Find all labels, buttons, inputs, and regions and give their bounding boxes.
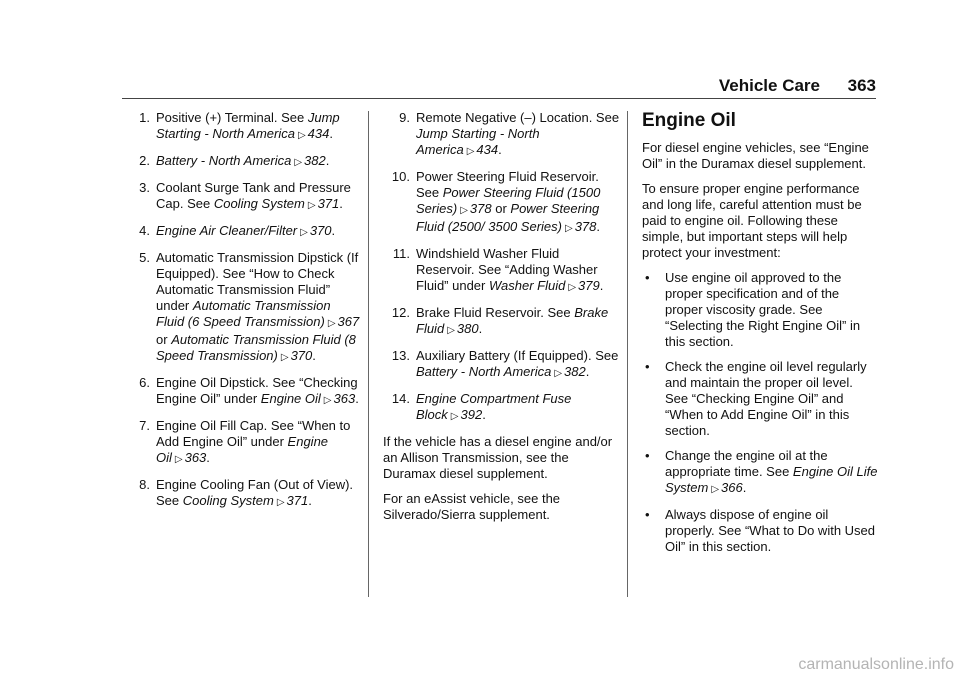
item-number: 10.	[391, 169, 410, 184]
item-text-plain: Engine Cooling Fan (Out of View). See	[156, 477, 354, 508]
item-number: 2.	[139, 153, 150, 168]
item-text	[156, 223, 360, 241]
item-text-plain: or	[156, 332, 168, 347]
header-rule	[122, 98, 876, 99]
item-text	[416, 391, 621, 425]
bullet-item	[642, 448, 878, 498]
item-text	[156, 477, 360, 511]
page-ref-arrow-icon: ▷	[450, 411, 459, 422]
page-ref-arrow-icon: ▷	[300, 227, 308, 238]
xref-page[interactable]: 379	[578, 278, 600, 293]
list-item-12	[383, 305, 621, 339]
item-text-plain: Positive (+) Terminal. See	[156, 110, 305, 125]
item-text	[156, 180, 360, 214]
xref-page[interactable]: 371	[317, 196, 340, 211]
list-item-14	[383, 391, 621, 425]
item-text-plain: Engine Oil Fill Cap. See “When to Add Engine Oil” under	[156, 418, 351, 449]
xref-link[interactable]: Power Steering Fluid (2500/ 3500 Series)	[416, 201, 600, 234]
list-item-6	[128, 375, 360, 409]
eassist-note-paragraph: For an eAssist vehicle, see the Silverado/Sierra supplement.	[383, 491, 561, 522]
item-text-plain: Change the engine oil at the appropriate time. See	[665, 448, 828, 479]
item-text-plain: .	[482, 407, 486, 422]
item-number: 3.	[139, 180, 150, 195]
xref-page[interactable]: 363	[184, 450, 207, 465]
item-text-plain: Automatic Transmission Dipstick (If Equipped). See “How to Check Automatic Transmission Fluid” under	[156, 250, 359, 313]
column-divider-1	[368, 111, 369, 597]
bullet-text: Use engine oil approved to the proper specification and of the proper viscosity grade. See “Selecting the Right Engine Oil” in this section.	[665, 270, 861, 349]
xref-link[interactable]: Engine Air Cleaner/Filter	[156, 223, 298, 238]
item-text-plain: Brake Fluid Reservoir. See	[416, 305, 571, 320]
list-item-7	[128, 418, 360, 468]
page-ref-arrow-icon: ▷	[711, 484, 720, 495]
xref-link[interactable]: Jump Starting - North America	[156, 110, 340, 141]
item-text	[416, 348, 621, 382]
item-number: 13.	[391, 348, 410, 363]
page-header-title: Vehicle Care	[718, 76, 820, 95]
item-number: 12.	[391, 305, 410, 320]
xref-link[interactable]: Automatic Transmission Fluid (6 Speed Transmission)	[156, 298, 331, 329]
column-divider-2	[627, 111, 628, 597]
item-text-plain: .	[312, 348, 316, 363]
item-text	[156, 110, 360, 144]
page-ref-arrow-icon: ▷	[460, 205, 468, 216]
item-number: 7.	[139, 418, 150, 433]
item-text	[156, 375, 360, 409]
list-item-11	[383, 246, 621, 296]
watermark: carmanualsonline.info	[798, 656, 954, 673]
xref-link[interactable]: Engine Oil	[156, 434, 329, 465]
bullet-item	[642, 359, 878, 439]
bullet-item	[642, 507, 878, 555]
item-text-plain: Windshield Washer Fluid Reservoir. See “Adding Washer Fluid” under	[416, 246, 598, 293]
xref-link[interactable]: Washer Fluid	[489, 278, 566, 293]
item-text	[156, 418, 360, 468]
list-item-3	[128, 180, 360, 214]
page-ref-arrow-icon: ▷	[466, 146, 475, 157]
item-number: 1.	[139, 110, 150, 125]
xref-page[interactable]: 434	[476, 142, 499, 157]
page-ref-arrow-icon: ▷	[323, 395, 332, 406]
xref-link[interactable]: Cooling System	[213, 196, 305, 211]
item-text	[156, 153, 360, 171]
xref-link[interactable]: Engine Oil Life System	[665, 464, 878, 495]
page-ref-arrow-icon: ▷	[447, 325, 455, 336]
item-number: 5.	[139, 250, 150, 265]
item-text-plain: .	[742, 480, 747, 495]
column-2	[383, 110, 621, 532]
item-text-plain: .	[596, 219, 601, 234]
list-item-13	[383, 348, 621, 382]
xref-page[interactable]: 382	[564, 364, 586, 379]
item-text	[156, 250, 360, 366]
item-text-plain: Auxiliary Battery (If Equipped). See	[416, 348, 619, 363]
page-number: 363	[847, 76, 876, 95]
item-text-plain: Remote Negative (–) Location. See	[416, 110, 620, 125]
item-text-plain: .	[599, 278, 604, 293]
item-number: 6.	[139, 375, 150, 390]
page-ref-arrow-icon: ▷	[327, 318, 336, 329]
xref-link[interactable]: Battery - North America	[156, 153, 292, 168]
item-text-plain: .	[585, 364, 590, 379]
page-ref-arrow-icon: ▷	[174, 454, 183, 465]
page-ref-arrow-icon: ▷	[554, 368, 563, 379]
xref-link[interactable]: Cooling System	[182, 493, 274, 508]
xref-link[interactable]: Power Steering Fluid (1500 Series)	[416, 185, 601, 216]
item-text-plain: .	[206, 450, 210, 465]
list-item-1	[128, 110, 360, 144]
item-number: 9.	[399, 110, 410, 125]
list-item-8	[128, 477, 360, 511]
item-text-plain: .	[478, 321, 483, 336]
section-heading: Engine Oil	[642, 110, 736, 131]
item-text-plain: Engine Oil Dipstick. See “Checking Engine Oil” under	[156, 375, 358, 406]
bullet-icon: •	[645, 270, 650, 285]
item-text-plain: .	[339, 196, 343, 211]
oil-intro-paragraph: To ensure proper engine performance and long life, careful attention must be paid to engine oil. Following these simple, but important steps will help protect your investment:	[642, 181, 862, 260]
bullet-icon: •	[645, 359, 650, 374]
item-text	[416, 169, 621, 237]
item-text-plain: .	[325, 153, 330, 168]
xref-link[interactable]: Battery - North America	[416, 364, 552, 379]
xref-link[interactable]: Engine Oil	[260, 391, 321, 406]
bullet-text: Always dispose of engine oil properly. See “What to Do with Used Oil” in this section.	[665, 507, 876, 554]
xref-page[interactable]: 378	[469, 201, 492, 216]
bullet-icon: •	[645, 448, 650, 463]
xref-page[interactable]: 370	[290, 348, 313, 363]
item-text	[416, 305, 621, 339]
xref-page[interactable]: 434	[307, 126, 330, 141]
page-ref-arrow-icon: ▷	[307, 200, 316, 211]
page-ref-arrow-icon: ▷	[297, 130, 306, 141]
item-text-plain: .	[308, 493, 312, 508]
list-item-10	[383, 169, 621, 237]
page-ref-arrow-icon: ▷	[294, 157, 303, 168]
diesel-note-paragraph: If the vehicle has a diesel engine and/or an Allison Transmission, see the Duramax diesel supplement.	[383, 434, 613, 481]
xref-link[interactable]: Jump Starting - North America	[416, 126, 540, 157]
item-text-plain: Power Steering Fluid Reservoir. See	[416, 169, 599, 200]
xref-page[interactable]: 380	[456, 321, 479, 336]
item-number: 11.	[392, 246, 410, 261]
item-text-plain: .	[355, 391, 359, 406]
page-ref-arrow-icon: ▷	[568, 282, 577, 293]
xref-link[interactable]: Brake Fluid	[416, 305, 609, 336]
xref-page[interactable]: 370	[309, 223, 332, 238]
list-item-2	[128, 153, 360, 171]
item-text-plain: Coolant Surge Tank and Pressure Cap. See	[156, 180, 351, 211]
xref-link[interactable]: Automatic Transmission Fluid (8 Speed Transmission)	[156, 332, 356, 363]
item-number: 14.	[391, 391, 410, 406]
item-text-plain: .	[331, 223, 336, 238]
xref-page[interactable]: 378	[574, 219, 597, 234]
xref-page[interactable]: 392	[460, 407, 483, 422]
xref-page[interactable]: 367	[337, 314, 360, 329]
column-1	[128, 110, 360, 520]
list-item-9	[383, 110, 621, 160]
item-number: 8.	[139, 477, 150, 492]
item-text	[416, 246, 621, 296]
list-item-4	[128, 223, 360, 241]
bullet-text	[665, 448, 878, 498]
bullet-icon: •	[645, 507, 650, 522]
list-item-5	[128, 250, 360, 366]
page-ref-arrow-icon: ▷	[280, 352, 289, 363]
item-text-plain: .	[498, 142, 502, 157]
item-text-plain: .	[329, 126, 333, 141]
page-ref-arrow-icon: ▷	[564, 223, 573, 234]
page-ref-arrow-icon: ▷	[276, 497, 285, 508]
xref-page[interactable]: 363	[333, 391, 356, 406]
item-text-plain: or	[495, 201, 507, 216]
xref-page[interactable]: 382	[304, 153, 326, 168]
bullet-item	[642, 270, 878, 350]
xref-page[interactable]: 366	[721, 480, 743, 495]
xref-link[interactable]: Engine Compartment Fuse Block	[416, 391, 572, 422]
item-number: 4.	[139, 223, 150, 238]
xref-page[interactable]: 371	[286, 493, 309, 508]
bullet-text: Check the engine oil level regularly and maintain the proper oil level. See “Checking Engine Oil” and “When to Add Engine Oil” in this section.	[665, 359, 867, 438]
diesel-oil-paragraph: For diesel engine vehicles, see “Engine Oil” in the Duramax diesel supplement.	[642, 140, 869, 171]
item-text	[416, 110, 621, 160]
column-3	[642, 110, 878, 564]
